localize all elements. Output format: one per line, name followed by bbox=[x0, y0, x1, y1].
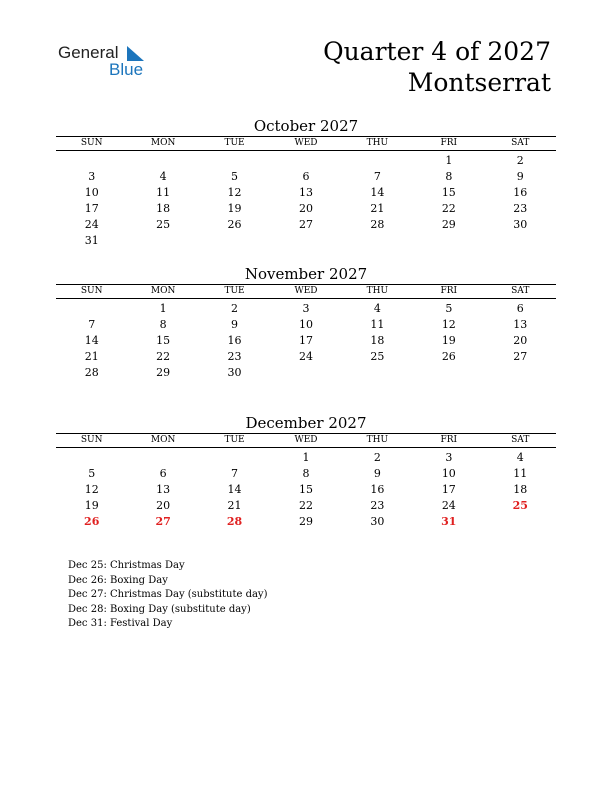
day-cell: 4 bbox=[159, 170, 167, 183]
month-title: December 2027 bbox=[245, 414, 367, 432]
day-cell: 29 bbox=[298, 515, 313, 528]
day-cell bbox=[199, 450, 270, 466]
weekday-header: FRI bbox=[440, 286, 458, 296]
day-cell: 26 bbox=[441, 350, 456, 363]
day-cell bbox=[270, 365, 341, 381]
day-cell: 8 bbox=[445, 170, 453, 183]
day-cell: 5 bbox=[88, 467, 96, 480]
logo-general-text: General bbox=[58, 43, 119, 62]
title-quarter: Quarter 4 of 2027 bbox=[323, 37, 551, 66]
day-cell: 16 bbox=[227, 334, 242, 347]
day-cell: 20 bbox=[513, 334, 528, 347]
day-cell: 28 bbox=[84, 366, 99, 379]
day-cell bbox=[127, 153, 198, 169]
month-calendar bbox=[56, 264, 556, 381]
day-cell: 14 bbox=[227, 483, 242, 496]
day-cell: 24 bbox=[441, 499, 456, 512]
week-row bbox=[56, 301, 556, 317]
day-cell: 12 bbox=[84, 483, 99, 496]
title-country: Montserrat bbox=[407, 68, 551, 97]
day-cell: 9 bbox=[231, 318, 239, 331]
weekday-header: SAT bbox=[511, 435, 530, 445]
weekday-header: FRI bbox=[440, 435, 458, 445]
weekday-header-row bbox=[56, 136, 556, 151]
day-cell: 10 bbox=[441, 467, 456, 480]
day-cell: 27 bbox=[513, 350, 528, 363]
day-cell: 17 bbox=[298, 334, 313, 347]
week-row bbox=[56, 450, 556, 466]
day-cell: 8 bbox=[159, 318, 167, 331]
page-title bbox=[323, 36, 551, 98]
day-cell: 22 bbox=[156, 350, 171, 363]
day-cell: 16 bbox=[513, 186, 528, 199]
day-cell: 15 bbox=[441, 186, 456, 199]
week-row bbox=[56, 514, 556, 530]
day-cell: 9 bbox=[516, 170, 524, 183]
weekday-header: MON bbox=[150, 138, 176, 148]
generalblue-logo bbox=[58, 43, 158, 83]
day-cell: 15 bbox=[298, 483, 313, 496]
day-cell: 18 bbox=[513, 483, 528, 496]
weekday-header: WED bbox=[294, 138, 318, 148]
weekday-header: SUN bbox=[80, 138, 103, 148]
day-cell: 2 bbox=[516, 154, 524, 167]
day-cell bbox=[413, 233, 484, 249]
day-cell: 20 bbox=[156, 499, 171, 512]
day-cell bbox=[485, 233, 556, 249]
week-row bbox=[56, 317, 556, 333]
day-cell: 19 bbox=[441, 334, 456, 347]
day-cell: 20 bbox=[298, 202, 313, 215]
day-cell: 4 bbox=[373, 302, 381, 315]
weekday-header: THU bbox=[366, 138, 389, 148]
weekday-header: WED bbox=[294, 286, 318, 296]
day-cell: 5 bbox=[231, 170, 239, 183]
day-cell: 3 bbox=[445, 451, 453, 464]
week-row bbox=[56, 201, 556, 217]
day-cell: 3 bbox=[88, 170, 96, 183]
weekday-header: TUE bbox=[224, 435, 245, 445]
month-title: October 2027 bbox=[253, 117, 359, 135]
day-cell: 6 bbox=[516, 302, 524, 315]
weekday-header: FRI bbox=[440, 138, 458, 148]
day-cell: 11 bbox=[156, 186, 171, 199]
day-cell: 10 bbox=[298, 318, 313, 331]
day-cell: 7 bbox=[88, 318, 96, 331]
day-cell: 8 bbox=[302, 467, 310, 480]
day-cell: 10 bbox=[84, 186, 99, 199]
day-cell: 25 bbox=[156, 218, 171, 231]
holiday-day-cell: 27 bbox=[155, 515, 171, 528]
weekday-header: MON bbox=[150, 286, 176, 296]
day-cell: 18 bbox=[156, 202, 171, 215]
logo-blue-text: Blue bbox=[109, 60, 144, 79]
day-cell: 19 bbox=[227, 202, 242, 215]
weekday-header: SAT bbox=[511, 138, 530, 148]
week-row bbox=[56, 498, 556, 514]
day-cell: 23 bbox=[370, 499, 385, 512]
day-cell: 2 bbox=[373, 451, 381, 464]
day-cell bbox=[270, 233, 341, 249]
day-cell: 30 bbox=[513, 218, 528, 231]
day-cell bbox=[56, 450, 127, 466]
holiday-day-cell: 28 bbox=[226, 515, 243, 528]
day-cell: 22 bbox=[298, 499, 313, 512]
day-cell: 16 bbox=[370, 483, 385, 496]
day-cell: 21 bbox=[84, 350, 99, 363]
day-cell: 5 bbox=[445, 302, 453, 315]
week-row bbox=[56, 466, 556, 482]
day-cell bbox=[342, 233, 413, 249]
day-cell bbox=[56, 153, 127, 169]
weekday-header: THU bbox=[366, 435, 389, 445]
day-cell bbox=[127, 233, 198, 249]
day-cell: 6 bbox=[302, 170, 310, 183]
month-calendar bbox=[56, 116, 556, 249]
holiday-item: Dec 31: Festival Day bbox=[68, 618, 173, 629]
day-cell: 30 bbox=[227, 366, 242, 379]
day-cell: 13 bbox=[298, 186, 313, 199]
day-cell: 18 bbox=[370, 334, 385, 347]
weekday-header: THU bbox=[366, 286, 389, 296]
week-row bbox=[56, 365, 556, 381]
day-cell bbox=[56, 301, 127, 317]
day-cell: 29 bbox=[156, 366, 171, 379]
day-cell bbox=[485, 514, 556, 530]
day-cell: 17 bbox=[441, 483, 456, 496]
day-cell: 29 bbox=[441, 218, 456, 231]
day-cell: 14 bbox=[370, 186, 385, 199]
weekday-header-row bbox=[56, 284, 556, 299]
week-row bbox=[56, 217, 556, 233]
weekday-header: TUE bbox=[224, 286, 245, 296]
week-row bbox=[56, 233, 556, 249]
day-cell: 24 bbox=[298, 350, 313, 363]
day-cell bbox=[199, 153, 270, 169]
holiday-day-cell: 26 bbox=[84, 515, 100, 528]
weekday-header: SUN bbox=[80, 286, 103, 296]
day-cell: 9 bbox=[373, 467, 381, 480]
day-cell: 22 bbox=[441, 202, 456, 215]
day-cell: 31 bbox=[84, 234, 99, 247]
day-cell bbox=[413, 365, 484, 381]
day-cell: 12 bbox=[227, 186, 242, 199]
day-cell: 7 bbox=[373, 170, 381, 183]
weekday-header: TUE bbox=[224, 138, 245, 148]
week-row bbox=[56, 153, 556, 169]
day-cell: 23 bbox=[227, 350, 242, 363]
day-cell: 12 bbox=[441, 318, 456, 331]
day-cell: 11 bbox=[513, 467, 528, 480]
day-cell: 14 bbox=[84, 334, 99, 347]
day-cell bbox=[270, 153, 341, 169]
day-cell: 17 bbox=[84, 202, 99, 215]
day-cell: 30 bbox=[370, 515, 385, 528]
holiday-item: Dec 28: Boxing Day (substitute day) bbox=[68, 603, 251, 615]
holiday-day-cell: 25 bbox=[512, 499, 528, 512]
holiday-item: Dec 25: Christmas Day bbox=[68, 560, 185, 571]
month-title: November 2027 bbox=[244, 265, 368, 283]
day-cell: 27 bbox=[298, 218, 313, 231]
day-cell: 1 bbox=[302, 451, 310, 464]
week-row bbox=[56, 333, 556, 349]
day-cell: 1 bbox=[159, 302, 167, 315]
day-cell bbox=[127, 450, 198, 466]
day-cell: 11 bbox=[370, 318, 385, 331]
day-cell: 23 bbox=[513, 202, 528, 215]
holiday-item: Dec 26: Boxing Day bbox=[68, 574, 168, 586]
weekday-header: SUN bbox=[80, 435, 103, 445]
day-cell: 24 bbox=[84, 218, 99, 231]
day-cell bbox=[342, 153, 413, 169]
holiday-day-cell: 31 bbox=[441, 515, 457, 528]
day-cell bbox=[485, 365, 556, 381]
week-row bbox=[56, 185, 556, 201]
day-cell: 26 bbox=[227, 218, 242, 231]
day-cell: 19 bbox=[84, 499, 99, 512]
day-cell: 13 bbox=[156, 483, 171, 496]
day-cell: 1 bbox=[445, 154, 453, 167]
week-row bbox=[56, 169, 556, 185]
day-cell: 2 bbox=[231, 302, 239, 315]
month-calendar bbox=[56, 413, 556, 530]
weekday-header: WED bbox=[294, 435, 318, 445]
day-cell: 6 bbox=[159, 467, 167, 480]
week-row bbox=[56, 349, 556, 365]
week-row bbox=[56, 482, 556, 498]
day-cell: 28 bbox=[370, 218, 385, 231]
day-cell: 25 bbox=[370, 350, 385, 363]
holiday-list bbox=[68, 559, 267, 632]
day-cell: 21 bbox=[370, 202, 385, 215]
day-cell: 4 bbox=[516, 451, 524, 464]
day-cell: 13 bbox=[513, 318, 528, 331]
weekday-header: SAT bbox=[511, 286, 530, 296]
day-cell: 21 bbox=[227, 499, 242, 512]
day-cell: 15 bbox=[156, 334, 171, 347]
weekday-header: MON bbox=[150, 435, 176, 445]
holiday-item: Dec 27: Christmas Day (substitute day) bbox=[68, 589, 268, 600]
day-cell bbox=[342, 365, 413, 381]
day-cell: 7 bbox=[231, 467, 239, 480]
weekday-header-row bbox=[56, 433, 556, 448]
day-cell bbox=[199, 233, 270, 249]
day-cell: 3 bbox=[302, 302, 310, 315]
